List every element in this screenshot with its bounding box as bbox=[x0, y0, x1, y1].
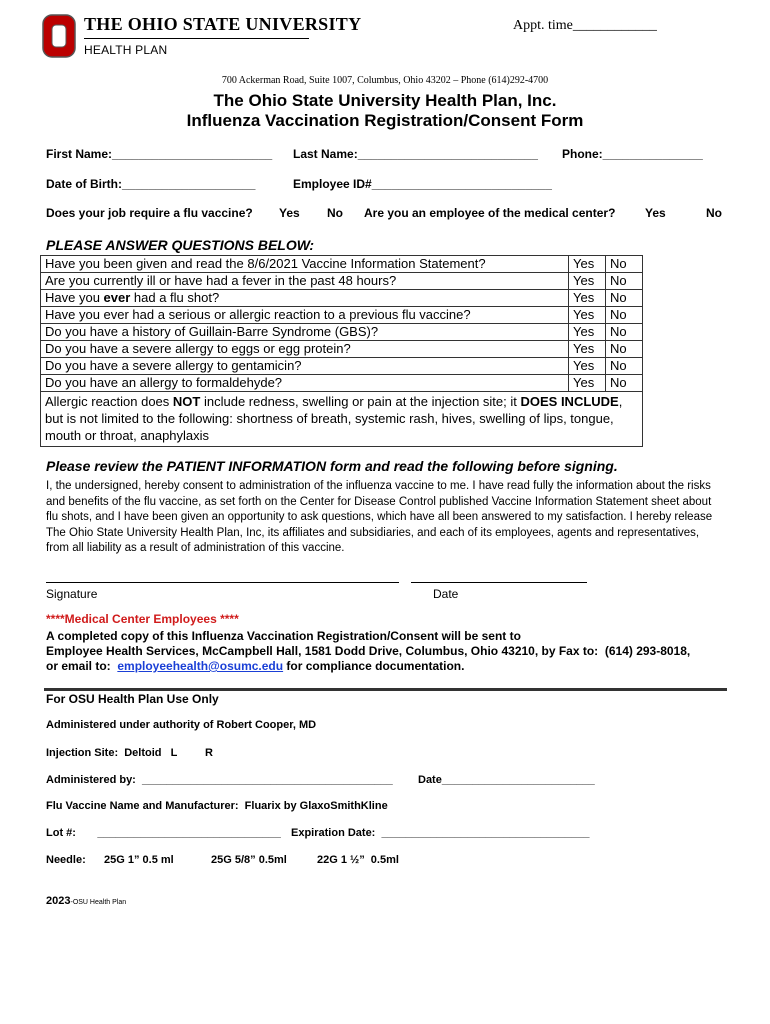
employee-id-field[interactable]: Employee ID#___________________________ bbox=[293, 177, 552, 191]
table-row bbox=[41, 392, 643, 447]
medical-center-yes[interactable]: Yes bbox=[645, 206, 666, 220]
answer-yes[interactable]: Yes bbox=[569, 324, 606, 341]
question-text: Do you have an allergy to formaldehyde? bbox=[41, 375, 569, 392]
address-line: 700 Ackerman Road, Suite 1007, Columbus, Ohio 43202 – Phone (614)292-4700 bbox=[221, 75, 549, 86]
administered-date-field[interactable]: Date_________________________ bbox=[418, 774, 595, 786]
review-heading: Please review the PATIENT INFORMATION form and read the following before signing. bbox=[46, 458, 618, 474]
logo-title: THE OHIO STATE UNIVERSITY bbox=[84, 14, 362, 34]
question-text: Have you been given and read the 8/6/2021 Vaccine Information Statement? bbox=[41, 256, 569, 273]
needle-label: Needle: bbox=[46, 854, 86, 866]
block-o-logo-icon bbox=[42, 14, 76, 58]
medical-center-heading: ****Medical Center Employees **** bbox=[46, 612, 239, 626]
consent-text: I, the undersigned, hereby consent to administration of the influenza vaccine to me. I have read fully the information about the risks and benefits of the flu vaccine, as set forth on the Center for Disease Control published Vaccine Information Statement sheet about flu shots, and I have been given an opportunity to ask questions, which have all been answered to my satisfaction. I hereby release The Ohio State University Health Plan, Inc, its affiliates and subsidiaries, and each of its employees, agents and representatives, from all liability as a result of administration of this vaccine. bbox=[46, 480, 713, 554]
question-text: Do you have a history of Guillain-Barre Syndrome (GBS)? bbox=[41, 324, 569, 341]
job-flu-yes[interactable]: Yes bbox=[279, 206, 300, 220]
needle-option[interactable]: 22G 1 ½” 0.5ml bbox=[317, 854, 399, 866]
question-text: Have you ever had a serious or allergic reaction to a previous flu vaccine? bbox=[41, 307, 569, 324]
table-row bbox=[41, 256, 643, 273]
osu-use-heading: For OSU Health Plan Use Only bbox=[46, 692, 219, 706]
question-text: Have you ever had a flu shot? bbox=[41, 290, 569, 307]
table-row bbox=[41, 324, 643, 341]
first-name-field[interactable]: First Name:________________________ bbox=[46, 147, 273, 161]
injection-site-label[interactable]: Injection Site: Deltoid L bbox=[46, 747, 178, 759]
logo-divider bbox=[84, 38, 309, 39]
dob-field[interactable]: Date of Birth:____________________ bbox=[46, 177, 256, 191]
answer-no[interactable]: No bbox=[606, 324, 643, 341]
answer-yes[interactable]: Yes bbox=[569, 307, 606, 324]
form-subtitle: Influenza Vaccination Registration/Consent Form bbox=[186, 111, 584, 130]
table-row bbox=[41, 341, 643, 358]
answer-no[interactable]: No bbox=[606, 358, 643, 375]
expiration-date-field[interactable]: Expiration Date: __________________________________ bbox=[291, 827, 590, 839]
appointment-time-field[interactable]: Appt. time____________ bbox=[513, 18, 657, 33]
injection-site-right[interactable]: R bbox=[205, 747, 213, 759]
answer-no[interactable]: No bbox=[606, 290, 643, 307]
health-questions-table bbox=[40, 255, 643, 447]
answer-no[interactable]: No bbox=[606, 341, 643, 358]
question-text: Do you have a severe allergy to gentamicin? bbox=[41, 358, 569, 375]
date-label: Date bbox=[433, 587, 459, 601]
answer-yes[interactable]: Yes bbox=[569, 273, 606, 290]
vaccine-name-text: Flu Vaccine Name and Manufacturer: Fluarix by GlaxoSmithKline bbox=[46, 800, 388, 812]
answer-no[interactable]: No bbox=[606, 307, 643, 324]
table-row bbox=[41, 290, 643, 307]
footer: 2023-OSU Health Plan bbox=[46, 895, 127, 907]
job-flu-no[interactable]: No bbox=[327, 206, 343, 220]
medical-center-line: or email to: employeehealth@osumc.edu for compliance documentation. bbox=[46, 659, 465, 673]
answer-yes[interactable]: Yes bbox=[569, 358, 606, 375]
date-line[interactable] bbox=[411, 582, 587, 583]
signature-line[interactable] bbox=[46, 582, 399, 583]
administered-by-field[interactable]: Administered by: _________________________________________ bbox=[46, 774, 393, 786]
questions-heading: PLEASE ANSWER QUESTIONS BELOW: bbox=[46, 237, 315, 253]
table-row bbox=[41, 375, 643, 392]
last-name-field[interactable]: Last Name:___________________________ bbox=[293, 147, 538, 161]
needle-option[interactable]: 25G 5/8” 0.5ml bbox=[211, 854, 287, 866]
medical-center-no[interactable]: No bbox=[706, 206, 722, 220]
allergy-note: Allergic reaction does NOT include redness, swelling or pain at the injection site; it DOES INCLUDE, but is not limited to the following: shortness of breath, systemic rash, hives, swelling of lips, tongue, mouth or throat, anaphylaxis bbox=[41, 392, 643, 447]
answer-no[interactable]: No bbox=[606, 375, 643, 392]
phone-field[interactable]: Phone:_______________ bbox=[562, 147, 703, 161]
question-text: Are you currently ill or have had a fever in the past 48 hours? bbox=[41, 273, 569, 290]
answer-yes[interactable]: Yes bbox=[569, 341, 606, 358]
email-link[interactable]: employeehealth@osumc.edu bbox=[117, 659, 284, 673]
table-row bbox=[41, 273, 643, 290]
question-text: Do you have a severe allergy to eggs or egg protein? bbox=[41, 341, 569, 358]
job-flu-question: Does your job require a flu vaccine? bbox=[46, 206, 253, 220]
signature-label: Signature bbox=[46, 587, 98, 601]
authority-text: Administered under authority of Robert Cooper, MD bbox=[46, 719, 317, 731]
medical-center-line: A completed copy of this Influenza Vaccination Registration/Consent will be sent to bbox=[46, 629, 521, 643]
answer-yes[interactable]: Yes bbox=[569, 290, 606, 307]
table-row bbox=[41, 358, 643, 375]
medical-center-line: Employee Health Services, McCampbell Hall, 1581 Dodd Drive, Columbus, Ohio 43210, by Fax to: (614) 293-8018, bbox=[46, 644, 691, 658]
answer-no[interactable]: No bbox=[606, 256, 643, 273]
form-title: The Ohio State University Health Plan, Inc. bbox=[213, 91, 557, 110]
logo-subtitle: HEALTH PLAN bbox=[84, 43, 168, 57]
answer-yes[interactable]: Yes bbox=[569, 375, 606, 392]
answer-yes[interactable]: Yes bbox=[569, 256, 606, 273]
lot-number-field[interactable]: Lot #: ______________________________ bbox=[46, 827, 281, 839]
medical-center-question: Are you an employee of the medical center? bbox=[364, 206, 616, 220]
answer-no[interactable]: No bbox=[606, 273, 643, 290]
table-row bbox=[41, 307, 643, 324]
needle-option[interactable]: 25G 1” 0.5 ml bbox=[104, 854, 174, 866]
section-divider bbox=[44, 688, 727, 691]
